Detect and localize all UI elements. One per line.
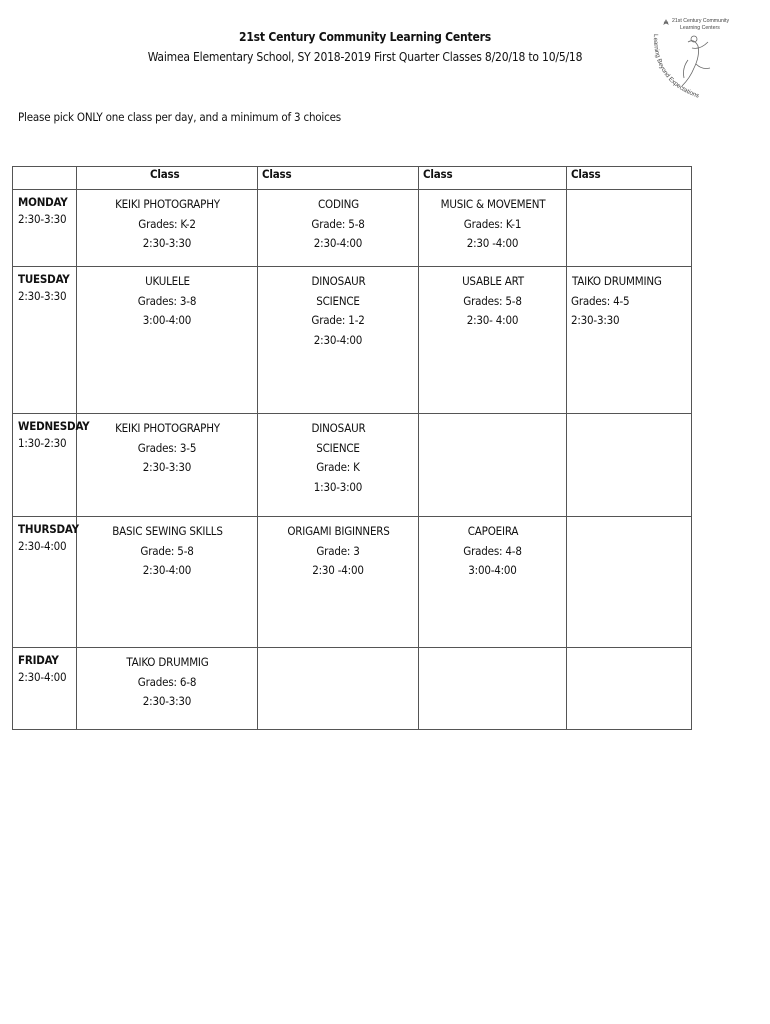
header-day-column bbox=[13, 167, 77, 190]
logo-star-icon bbox=[664, 20, 668, 24]
class-grades: Grades: K-2 bbox=[138, 216, 196, 231]
class-cell bbox=[77, 190, 258, 267]
class-grades: Grades: 3-5 bbox=[137, 440, 197, 455]
class-time: 2:30- 4:00 bbox=[466, 313, 519, 327]
class-cell bbox=[258, 414, 419, 517]
class-grades: Grade: 3 bbox=[316, 543, 360, 558]
logo-figure-icon bbox=[682, 41, 699, 86]
day-name: WEDNESDAY bbox=[18, 419, 90, 433]
class-grades: Grades: 5-8 bbox=[463, 293, 522, 308]
class-cell-empty bbox=[567, 648, 692, 730]
table-row-friday bbox=[13, 648, 692, 730]
class-cell-empty bbox=[567, 190, 692, 267]
class-name: TAIKO DRUMMING bbox=[572, 274, 662, 288]
page-title: 21st Century Community Learning Centers bbox=[239, 30, 491, 44]
class-cell-empty bbox=[258, 648, 419, 730]
class-time: 2:30 -4:00 bbox=[312, 563, 364, 577]
class-name: UKULELE bbox=[145, 274, 190, 288]
logo-text-line-2: Learning Centers bbox=[680, 25, 720, 31]
class-grades: Grades: K-1 bbox=[463, 216, 522, 231]
header-class-3: Class bbox=[419, 167, 567, 190]
class-name: TAIKO DRUMMIG bbox=[126, 655, 209, 669]
class-time: 2:30-3:30 bbox=[142, 694, 192, 708]
class-name: MUSIC & MOVEMENT bbox=[440, 197, 546, 211]
program-logo bbox=[644, 12, 744, 104]
day-cell-tuesday bbox=[13, 267, 77, 414]
class-time: 2:30-4:00 bbox=[313, 236, 363, 250]
class-time: 1:30-3:00 bbox=[313, 479, 363, 494]
day-cell-monday bbox=[13, 190, 77, 267]
day-time: 2:30-4:00 bbox=[18, 539, 67, 553]
class-cell-empty bbox=[419, 414, 567, 517]
day-name: FRIDAY bbox=[18, 653, 59, 667]
day-cell-thursday bbox=[13, 517, 77, 648]
header-class-2: Class bbox=[258, 167, 419, 190]
class-grades: Grade: 1-2 bbox=[311, 313, 365, 327]
class-grades: Grades: 4-5 bbox=[571, 293, 630, 308]
class-grades: Grade: 5-8 bbox=[140, 543, 194, 558]
class-cell-empty bbox=[419, 648, 567, 730]
day-time: 1:30-2:30 bbox=[18, 436, 67, 450]
class-cell bbox=[419, 267, 567, 414]
class-name: CAPOEIRA bbox=[467, 524, 519, 538]
class-cell bbox=[77, 267, 258, 414]
class-cell bbox=[258, 267, 419, 414]
class-cell bbox=[419, 190, 567, 267]
class-cell bbox=[258, 517, 419, 648]
class-time: 2:30-4:00 bbox=[142, 563, 192, 577]
class-grades: Grades: 3-8 bbox=[137, 293, 197, 308]
class-cell-empty bbox=[567, 414, 692, 517]
class-time: 2:30-3:30 bbox=[571, 313, 620, 327]
day-name: TUESDAY bbox=[18, 272, 70, 286]
class-cell bbox=[419, 517, 567, 648]
class-name: DINOSAUR bbox=[311, 274, 366, 288]
table-row-wednesday bbox=[13, 414, 692, 517]
class-time: 2:30-3:30 bbox=[142, 236, 192, 250]
day-name: MONDAY bbox=[18, 195, 68, 209]
class-name: KEIKI PHOTOGRAPHY bbox=[115, 421, 220, 435]
class-grades: Grades: 6-8 bbox=[137, 674, 197, 689]
header-class-4: Class bbox=[567, 167, 692, 190]
day-time: 2:30-3:30 bbox=[18, 212, 67, 226]
day-time: 2:30-3:30 bbox=[18, 289, 67, 303]
class-name: ORIGAMI BIGINNERS bbox=[287, 524, 390, 538]
class-cell bbox=[77, 517, 258, 648]
day-cell-friday bbox=[13, 648, 77, 730]
class-name: KEIKI PHOTOGRAPHY bbox=[115, 197, 220, 211]
class-name-line-2: SCIENCE bbox=[316, 440, 360, 455]
class-time: 3:00-4:00 bbox=[468, 563, 517, 577]
class-name: DINOSAUR bbox=[311, 421, 366, 435]
class-time: 3:00-4:00 bbox=[142, 313, 192, 327]
day-cell-wednesday bbox=[13, 414, 90, 517]
class-grades: Grade: 5-8 bbox=[311, 216, 365, 231]
class-cell bbox=[567, 267, 692, 414]
logo-arc-text: Learning Beyond Expectations bbox=[651, 34, 700, 100]
class-time: 2:30-3:30 bbox=[142, 460, 192, 474]
class-time: 2:30-4:00 bbox=[313, 332, 363, 347]
table-row-monday bbox=[13, 190, 692, 267]
class-name: CODING bbox=[318, 197, 359, 211]
class-cell bbox=[77, 414, 258, 517]
class-cell-empty bbox=[567, 517, 692, 648]
class-name-line-2: SCIENCE bbox=[316, 293, 360, 308]
class-name: BASIC SEWING SKILLS bbox=[112, 524, 223, 538]
logo-text-line-1: 21st Century Community bbox=[672, 18, 730, 24]
class-cell bbox=[77, 648, 258, 730]
class-time: 2:30 -4:00 bbox=[466, 236, 519, 250]
class-grades: Grades: 4-8 bbox=[463, 543, 522, 558]
page-subtitle: Waimea Elementary School, SY 2018-2019 First Quarter Classes 8/20/18 to 10/5/18 bbox=[147, 50, 583, 64]
instructions-text: Please pick ONLY one class per day, and a minimum of 3 choices bbox=[18, 110, 341, 124]
table-row-thursday bbox=[13, 517, 692, 648]
day-time: 2:30-4:00 bbox=[18, 670, 67, 684]
class-name: USABLE ART bbox=[462, 274, 524, 288]
class-schedule-table bbox=[12, 166, 692, 730]
header-class-1: Class bbox=[77, 167, 258, 190]
class-cell bbox=[258, 190, 419, 267]
day-name: THURSDAY bbox=[18, 522, 79, 536]
class-grades: Grade: K bbox=[316, 460, 360, 474]
table-row-tuesday bbox=[13, 267, 692, 414]
table-header-row bbox=[13, 167, 692, 190]
